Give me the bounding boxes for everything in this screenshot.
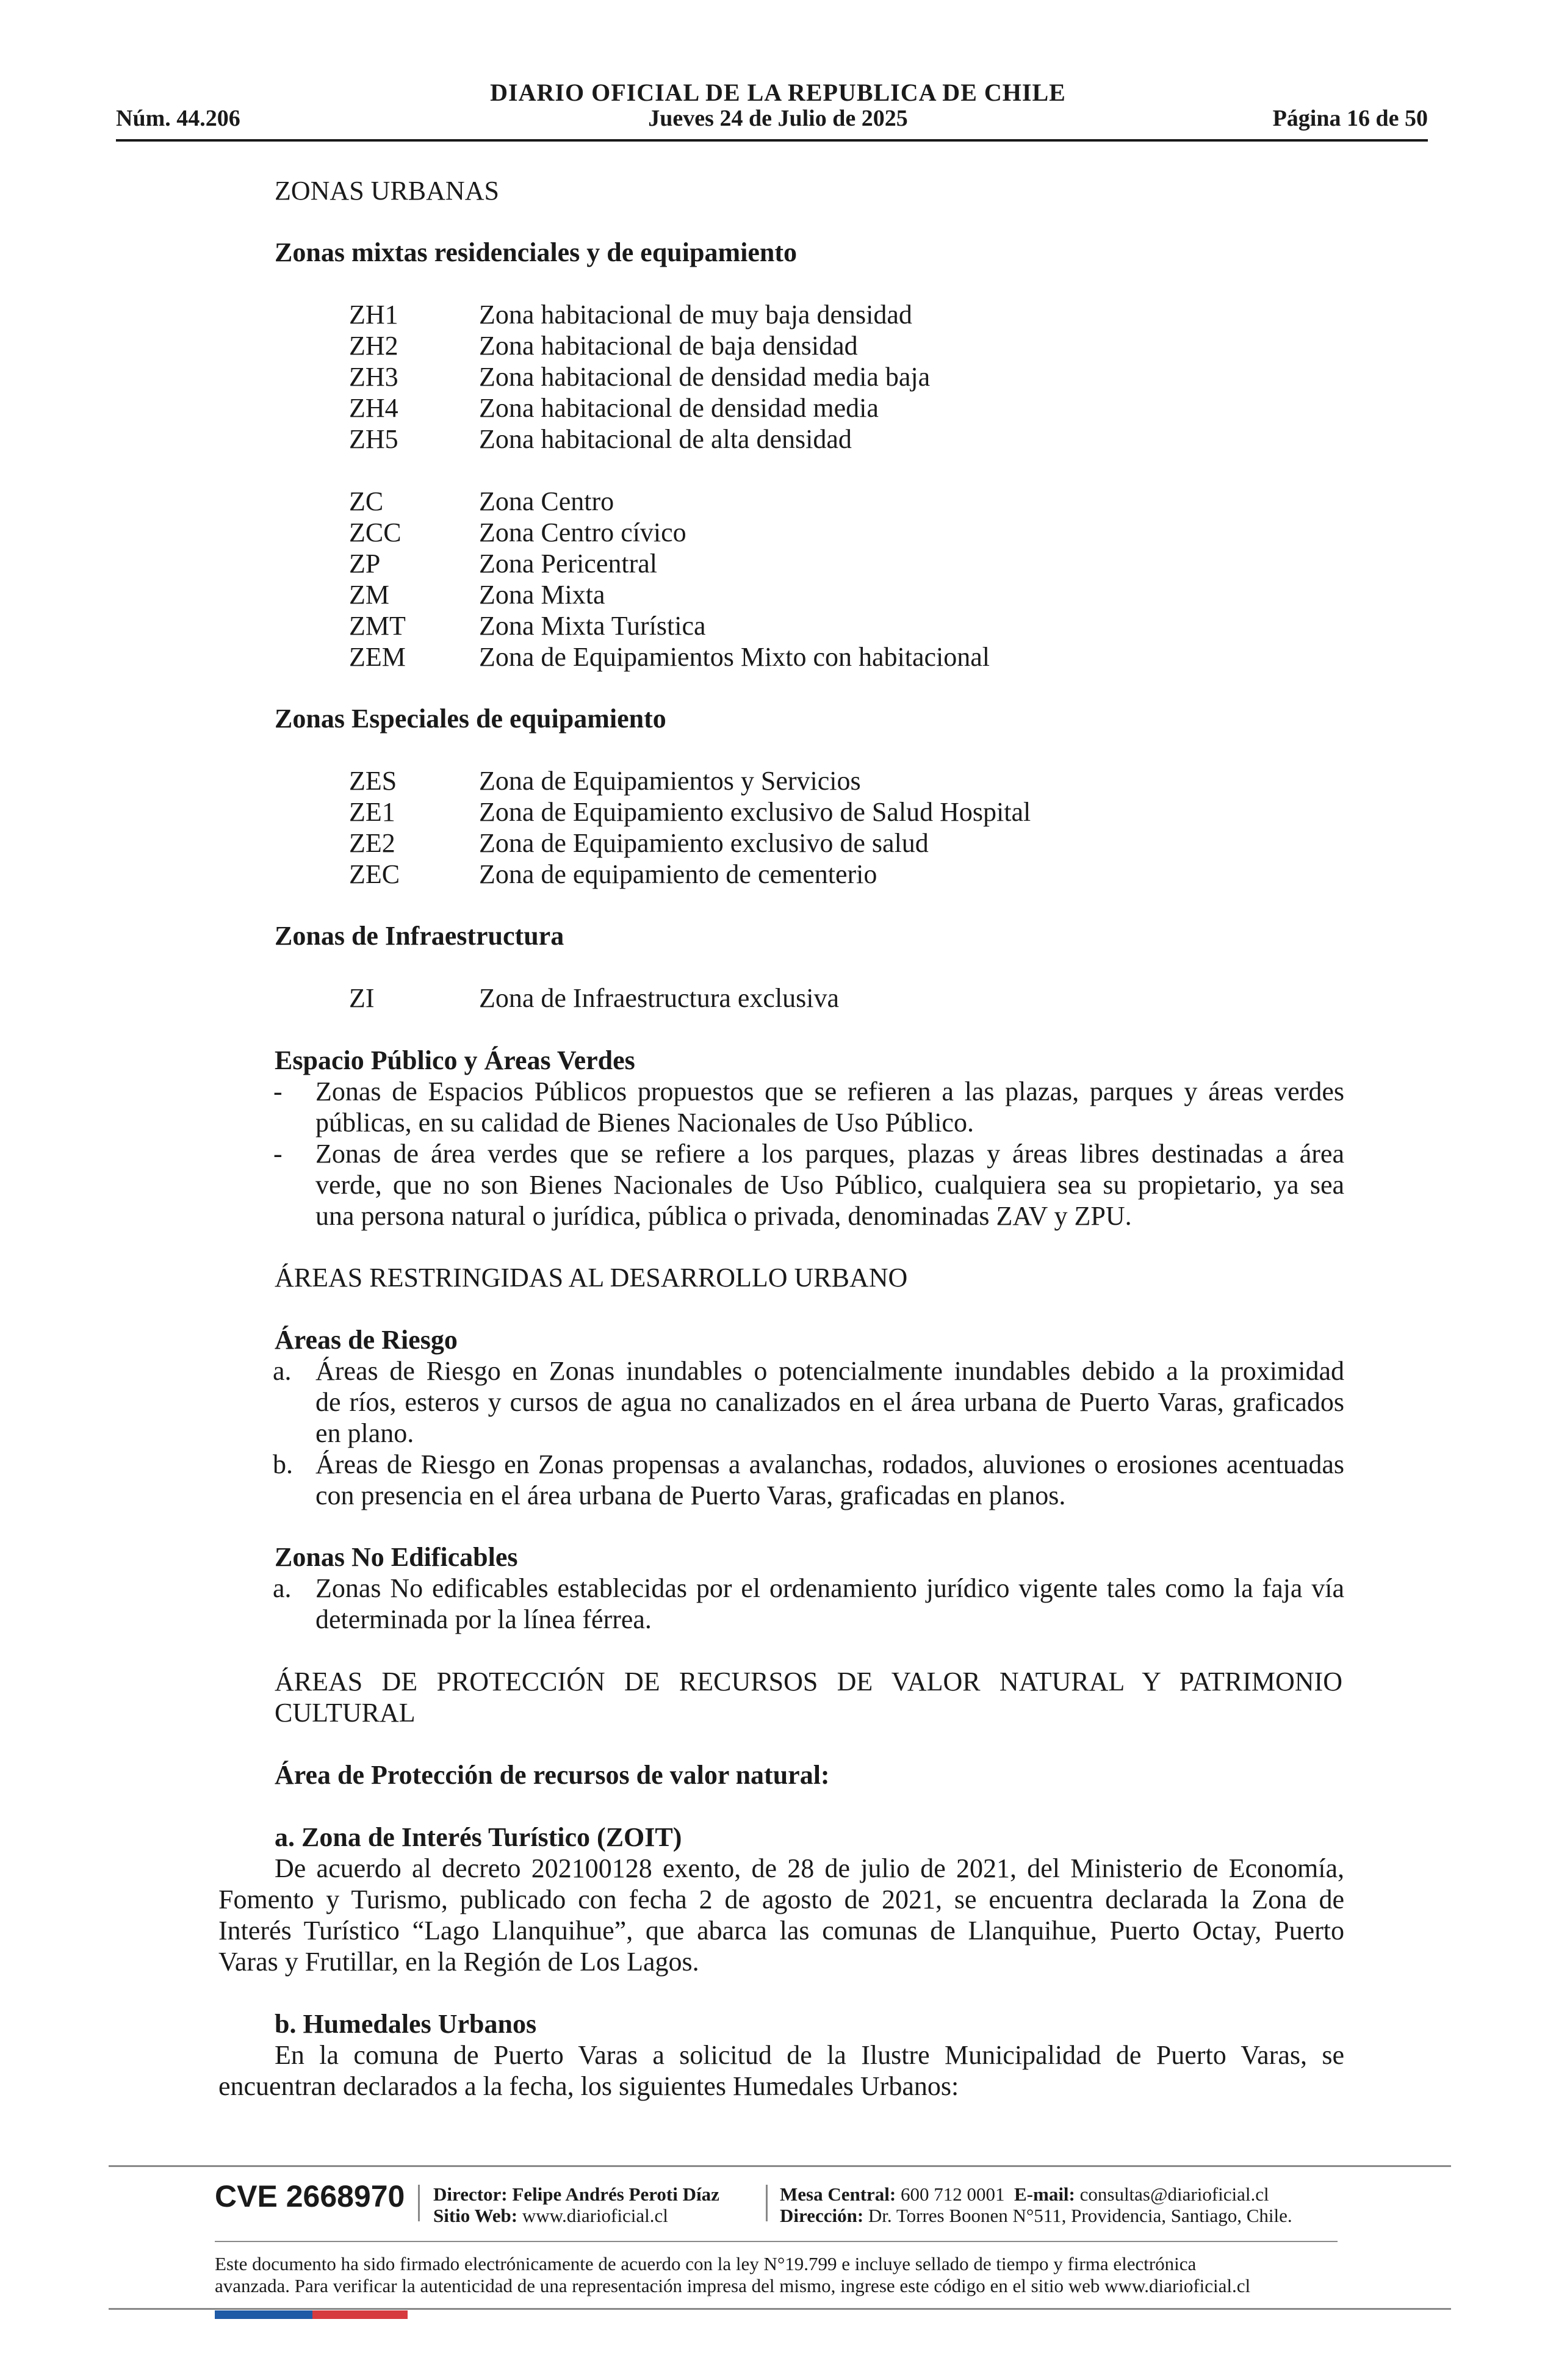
- legal-notice-line: avanzada. Para verificar la autenticidad de una representación impresa del mismo, ingrese este código en el sitio web www.diarioficial.cl: [215, 2275, 1251, 2296]
- paragraph-line: encuentran declarados a la fecha, los siguientes Humedales Urbanos:: [218, 2071, 959, 2101]
- footer-separator: [418, 2185, 420, 2221]
- zone-code: ZM: [349, 580, 389, 610]
- list-item-line: una persona natural o jurídica, pública o privada, denominadas ZAV y ZPU.: [315, 1201, 1132, 1231]
- list-marker: a.: [273, 1356, 292, 1386]
- paragraph-line: En la comuna de Puerto Varas a solicitud de la Ilustre Municipalidad de Puerto Varas, se: [275, 2040, 1344, 2070]
- section-title-restringidas: ÁREAS RESTRINGIDAS AL DESARROLLO URBANO: [275, 1263, 908, 1293]
- zone-code: ZCC: [349, 517, 402, 547]
- zone-code: ZH5: [349, 424, 398, 454]
- issue-date: Jueves 24 de Julio de 2025: [648, 106, 908, 131]
- heading-proteccion-natural: Área de Protección de recursos de valor natural:: [275, 1760, 830, 1790]
- page-number: Página 16 de 50: [1272, 106, 1428, 131]
- zone-description: Zona Centro: [479, 486, 614, 516]
- list-marker: b.: [273, 1449, 293, 1479]
- zone-code: ZE2: [349, 828, 395, 858]
- list-marker: a.: [273, 1573, 292, 1603]
- zone-description: Zona Mixta: [479, 580, 605, 610]
- mesa-label: Mesa Central:: [780, 2183, 896, 2205]
- address-value: Dr. Torres Boonen N°511, Providencia, Santiago, Chile.: [868, 2205, 1292, 2226]
- heading-zonas-especiales: Zonas Especiales de equipamiento: [275, 704, 666, 734]
- zone-description: Zona habitacional de densidad media: [479, 393, 879, 423]
- zone-description: Zona de equipamiento de cementerio: [479, 859, 877, 889]
- section-title-zonas-urbanas: ZONAS URBANAS: [275, 176, 499, 206]
- footer-contact: [780, 2183, 1269, 2205]
- zone-description: Zona de Equipamiento exclusivo de Salud Hospital: [479, 797, 1031, 827]
- zone-code: ZES: [349, 766, 397, 796]
- list-item-line: Zonas No edificables establecidas por el ordenamiento jurídico vigente tales como la faja vía: [315, 1573, 1344, 1603]
- zone-code: ZMT: [349, 611, 406, 641]
- zone-description: Zona habitacional de alta densidad: [479, 424, 852, 454]
- zone-description: Zona habitacional de densidad media baja: [479, 362, 931, 392]
- list-item-line: de ríos, esteros y cursos de agua no canalizados en el área urbana de Puerto Varas, graficados: [315, 1387, 1344, 1417]
- zone-description: Zona de Equipamiento exclusivo de salud: [479, 828, 929, 858]
- zone-description: Zona Centro cívico: [479, 517, 686, 547]
- mesa-phone: 600 712 0001: [901, 2183, 1005, 2205]
- footer-mid-rule: [215, 2241, 1338, 2242]
- zone-code: ZI: [349, 983, 375, 1013]
- paragraph-line: Fomento y Turismo, publicado con fecha 2 de agosto de 2021, se encuentra declarada la Zona de: [218, 1884, 1344, 1914]
- website-link[interactable]: www.diarioficial.cl: [522, 2205, 668, 2226]
- footer-separator: [766, 2185, 768, 2221]
- list-item-line: con presencia en el área urbana de Puerto Varas, graficadas en planos.: [315, 1480, 1066, 1510]
- zone-code: ZH2: [349, 331, 398, 361]
- header-rule: [116, 139, 1428, 142]
- list-item-line: Áreas de Riesgo en Zonas propensas a avalanchas, rodados, aluviones o erosiones acentuadas: [315, 1449, 1344, 1479]
- zone-description: Zona habitacional de muy baja densidad: [479, 300, 912, 330]
- zone-description: Zona habitacional de baja densidad: [479, 331, 858, 361]
- heading-areas-riesgo: Áreas de Riesgo: [275, 1325, 458, 1355]
- website-label: Sitio Web:: [433, 2205, 518, 2226]
- zone-description: Zona de Equipamientos y Servicios: [479, 766, 861, 796]
- zone-code: ZH4: [349, 393, 398, 423]
- address-label: Dirección:: [780, 2205, 864, 2226]
- zone-description: Zona de Infraestructura exclusiva: [479, 983, 840, 1013]
- zone-code: ZH3: [349, 362, 398, 392]
- zone-code: ZC: [349, 486, 384, 516]
- list-marker: -: [273, 1076, 283, 1106]
- list-item-line: determinada por la línea férrea.: [315, 1604, 652, 1634]
- footer-bottom-rule: [109, 2308, 1451, 2310]
- footer-address: [780, 2205, 1292, 2227]
- heading-zonas-infraestructura: Zonas de Infraestructura: [275, 921, 564, 951]
- zone-code: ZEC: [349, 859, 400, 889]
- list-item-line: Áreas de Riesgo en Zonas inundables o potencialmente inundables debido a la proximidad: [315, 1356, 1344, 1386]
- list-item-line: Zonas de área verdes que se refiere a los parques, plazas y áreas libres destinadas a área: [315, 1139, 1344, 1169]
- paragraph-line: Varas y Frutillar, en la Región de Los Lagos.: [218, 1947, 699, 1977]
- email-link[interactable]: consultas@diarioficial.cl: [1079, 2183, 1269, 2205]
- newspaper-title: DIARIO OFICIAL DE LA REPUBLICA DE CHILE: [490, 79, 1066, 106]
- list-item-line: Zonas de Espacios Públicos propuestos que se refieren a las plazas, parques y áreas verdes: [315, 1076, 1344, 1106]
- footer-website: [433, 2205, 668, 2227]
- cve-code: CVE 2668970: [215, 2179, 405, 2213]
- list-marker: -: [273, 1139, 283, 1169]
- heading-espacio-publico: Espacio Público y Áreas Verdes: [275, 1045, 635, 1075]
- legal-notice-line: Este documento ha sido firmado electrónicamente de acuerdo con la ley N°19.799 e incluye sellado de tiempo y firma electrónica: [215, 2253, 1197, 2274]
- heading-no-edificables: Zonas No Edificables: [275, 1542, 518, 1572]
- flag-bar-blue: [215, 2310, 312, 2319]
- zone-code: ZP: [349, 549, 381, 579]
- zone-description: Zona Mixta Turística: [479, 611, 706, 641]
- footer-director: [433, 2183, 719, 2205]
- paragraph-line: Interés Turístico “Lago Llanquihue”, que abarca las comunas de Llanquihue, Puerto Octay, Puerto: [218, 1916, 1344, 1945]
- zone-description: Zona de Equipamientos Mixto con habitacional: [479, 642, 990, 672]
- heading-humedales: b. Humedales Urbanos: [275, 2009, 537, 2039]
- zone-code: ZE1: [349, 797, 395, 827]
- paragraph-line: De acuerdo al decreto 202100128 exento, de 28 de julio de 2021, del Ministerio de Economía,: [275, 1853, 1344, 1883]
- director-name: Felipe Andrés Peroti Díaz: [512, 2183, 719, 2205]
- zone-code: ZEM: [349, 642, 406, 672]
- section-title-proteccion-cont: CULTURAL: [275, 1698, 416, 1728]
- section-title-proteccion: ÁREAS DE PROTECCIÓN DE RECURSOS DE VALOR NATURAL Y PATRIMONIO: [275, 1667, 1342, 1697]
- list-item-line: públicas, en su calidad de Bienes Nacionales de Uso Público.: [315, 1108, 974, 1138]
- flag-bar-red: [312, 2310, 408, 2319]
- footer-top-rule: [109, 2165, 1451, 2167]
- email-label: E-mail:: [1014, 2183, 1075, 2205]
- heading-zoit: a. Zona de Interés Turístico (ZOIT): [275, 1822, 682, 1852]
- zone-description: Zona Pericentral: [479, 549, 657, 579]
- issue-number: Núm. 44.206: [116, 106, 240, 131]
- zone-code: ZH1: [349, 300, 398, 330]
- heading-zonas-mixtas: Zonas mixtas residenciales y de equipamiento: [275, 237, 798, 267]
- director-label: Director:: [433, 2183, 508, 2205]
- list-item-line: en plano.: [315, 1418, 414, 1448]
- list-item-line: verde, que no son Bienes Nacionales de Uso Público, cualquiera sea su propietario, ya sea: [315, 1170, 1344, 1200]
